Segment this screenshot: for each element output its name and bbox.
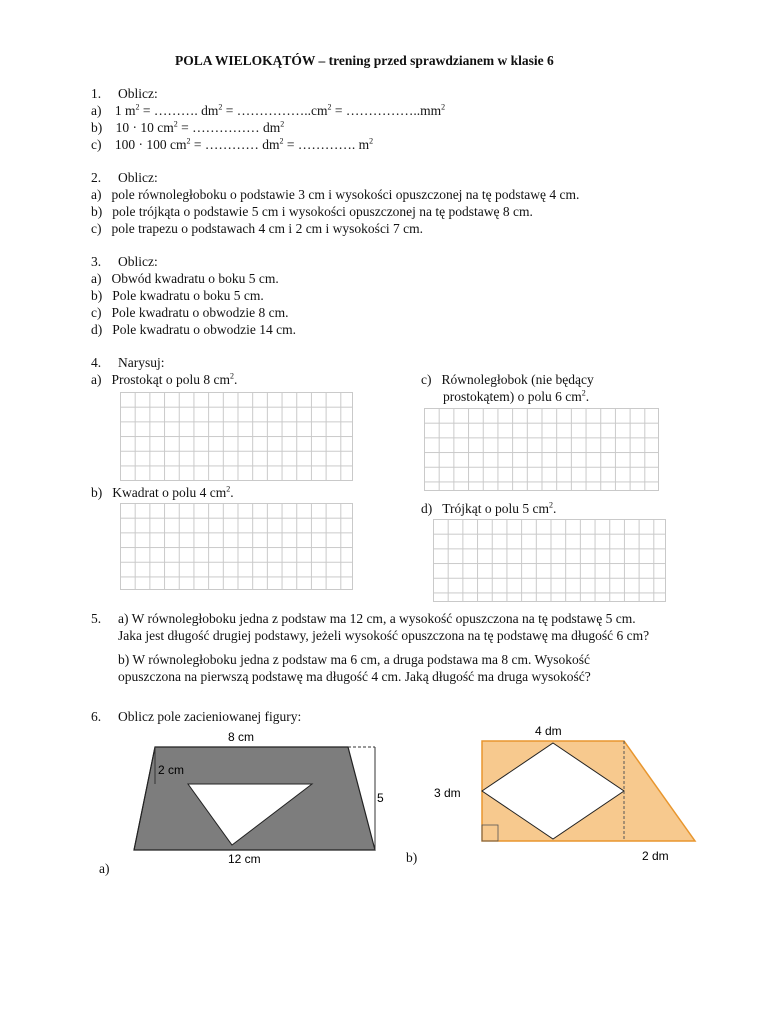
list-item: c) 100 · 100 $cm^2$ = ………… $dm^2$ = …………. $m^2$: [91, 136, 374, 152]
list-item: b) 10 · 10 $cm^2$ = …………… $dm^2$: [91, 119, 285, 135]
exercise-number: 6.: [91, 709, 102, 724]
list-item: a) Prostokąt o polu 8 $cm^2$.: [91, 371, 238, 387]
list-item: a) 1 $m^2$ = ………. $dm^2$ = $\dots\dots\dots\dots\dots..cm^2$ = $\dots\dots\dots\dots\dots..mm^2$: [91, 102, 446, 118]
exercise-heading: Oblicz:: [118, 254, 158, 269]
list-item: c) pole trapezu o podstawach 4 cm i 2 cm i wysokości 7 cm.: [91, 221, 424, 236]
drawing-grid-d[interactable]: [433, 519, 666, 602]
figure-b: [428, 719, 703, 867]
list-item: c) Równoległobok (nie będący: [421, 372, 594, 387]
exercise-number: 2.: [91, 170, 102, 185]
exercise-number: 5.: [91, 611, 102, 626]
label-bottom: 12 cm: [228, 852, 261, 866]
exercise-heading: Oblicz:: [118, 170, 158, 185]
label-left: 3 dm: [434, 786, 461, 800]
exercise-text-a2: Jaka jest długość drugiej podstawy, jeżeli wysokość opuszczona na tę podstawę ma długość 6 cm?: [118, 628, 650, 643]
list-item: a) Obwód kwadratu o boku 5 cm.: [91, 271, 279, 286]
exercise-number: 4.: [91, 355, 102, 370]
exercise-number: 1.: [91, 86, 102, 101]
drawing-grid-a[interactable]: [120, 392, 353, 481]
figure-a-label: a): [99, 861, 110, 876]
exercise-text-b2: opuszczona na pierwszą podstawę ma długość 4 cm. Jaką długość ma druga wysokość?: [118, 669, 591, 684]
label-side: 2 cm: [158, 763, 185, 777]
list-item-continued: prostokątem) o polu 6 $cm^2$.: [443, 388, 590, 404]
label-top: 8 cm: [228, 730, 255, 744]
page-title: POLA WIELOKĄTÓW – trening przed sprawdzianem w klasie 6: [175, 53, 554, 68]
drawing-grid-c[interactable]: [424, 408, 659, 491]
list-item: b) Pole kwadratu o boku 5 cm.: [91, 288, 264, 303]
list-item: b) Kwadrat o polu 4 $cm^2$.: [91, 484, 234, 500]
label-height: 5: [377, 791, 384, 805]
list-item: b) pole trójkąta o podstawie 5 cm i wysokości opuszczonej na tę podstawę 8 cm.: [91, 204, 533, 219]
exercise-number: 3.: [91, 254, 102, 269]
list-item: d) Trójkąt o polu 5 $cm^2$.: [421, 500, 557, 516]
list-item: a) pole równoległoboku o podstawie 3 cm i wysokości opuszczonej na tę podstawę 4 cm.: [91, 187, 580, 202]
exercise-heading: Narysuj:: [118, 355, 165, 370]
label-bottom: 2 dm: [642, 849, 669, 863]
figure-b-label: b): [406, 850, 418, 865]
exercise-heading: Oblicz:: [118, 86, 158, 101]
label-top: 4 dm: [535, 724, 562, 738]
list-item: d) Pole kwadratu o obwodzie 14 cm.: [91, 322, 296, 337]
exercise-text-a1: a) W równoległoboku jedna z podstaw ma 12 cm, a wysokość opuszczona na tę podstawę 5 cm.: [118, 611, 636, 626]
drawing-grid-b[interactable]: [120, 503, 353, 590]
exercise-text-b1: b) W równoległoboku jedna z podstaw ma 6 cm, a druga podstawa ma 8 cm. Wysokość: [118, 652, 590, 667]
figure-a: [128, 722, 388, 867]
exercise-heading: Oblicz pole zacieniowanej figury:: [118, 709, 302, 724]
list-item: c) Pole kwadratu o obwodzie 8 cm.: [91, 305, 289, 320]
